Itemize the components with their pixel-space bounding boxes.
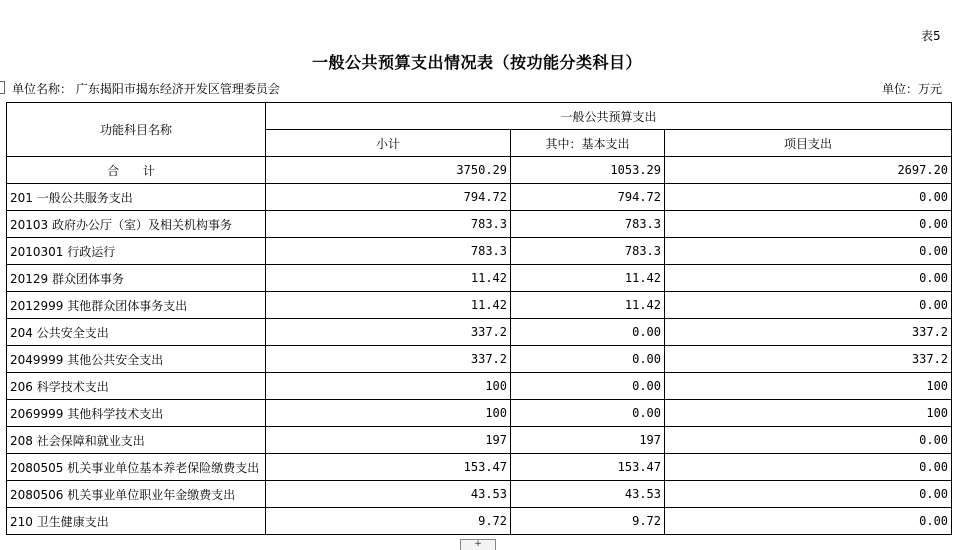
row-project-cell[interactable]: 100 xyxy=(665,400,952,427)
column-group-header: 一般公共预算支出 xyxy=(266,103,952,130)
row-project-cell[interactable]: 0.00 xyxy=(665,427,952,454)
table-row xyxy=(7,373,952,400)
row-basic-cell[interactable]: 0.00 xyxy=(511,373,665,400)
row-name-cell[interactable]: 2012999 其他群众团体事务支出 xyxy=(7,292,266,319)
budget-table xyxy=(6,102,952,535)
table-row xyxy=(7,346,952,373)
row-subtotal-cell[interactable]: 11.42 xyxy=(266,265,511,292)
column-header-function-name: 功能科目名称 xyxy=(7,103,266,157)
row-basic-cell[interactable]: 0.00 xyxy=(511,346,665,373)
row-header-marker[interactable] xyxy=(0,81,5,94)
row-subtotal-cell[interactable]: 9.72 xyxy=(266,508,511,535)
row-subtotal-cell[interactable]: 794.72 xyxy=(266,184,511,211)
column-header-subtotal: 小计 xyxy=(266,130,511,157)
row-project-cell[interactable]: 0.00 xyxy=(665,292,952,319)
row-subtotal-cell[interactable]: 783.3 xyxy=(266,211,511,238)
table-row xyxy=(7,292,952,319)
row-name-cell[interactable]: 2010301 行政运行 xyxy=(7,238,266,265)
total-row xyxy=(7,157,952,184)
row-subtotal-cell[interactable]: 337.2 xyxy=(266,346,511,373)
row-project-cell[interactable]: 0.00 xyxy=(665,184,952,211)
row-name-cell[interactable]: 210 卫生健康支出 xyxy=(7,508,266,535)
row-basic-cell[interactable]: 11.42 xyxy=(511,292,665,319)
row-basic-cell[interactable]: 9.72 xyxy=(511,508,665,535)
table-row xyxy=(7,211,952,238)
unit-name-label: 单位名称： 广东揭阳市揭东经济开发区管理委员会 xyxy=(12,82,280,96)
table-row xyxy=(7,400,952,427)
row-basic-cell[interactable]: 43.53 xyxy=(511,481,665,508)
row-name-cell[interactable]: 2080505 机关事业单位基本养老保险缴费支出 xyxy=(7,454,266,481)
row-subtotal-cell[interactable]: 100 xyxy=(266,400,511,427)
currency-unit-label: 单位：万元 xyxy=(882,82,943,96)
row-name-cell[interactable]: 2069999 其他科学技术支出 xyxy=(7,400,266,427)
table-row xyxy=(7,427,952,454)
total-basic[interactable]: 1053.29 xyxy=(511,157,665,184)
table-row xyxy=(7,265,952,292)
row-name-cell[interactable]: 206 科学技术支出 xyxy=(7,373,266,400)
row-subtotal-cell[interactable]: 783.3 xyxy=(266,238,511,265)
row-project-cell[interactable]: 337.2 xyxy=(665,319,952,346)
table-row xyxy=(7,481,952,508)
row-basic-cell[interactable]: 794.72 xyxy=(511,184,665,211)
total-label[interactable]: 合 计 xyxy=(7,157,266,184)
row-name-cell[interactable]: 20103 政府办公厅（室）及相关机构事务 xyxy=(7,211,266,238)
row-name-cell[interactable]: 204 公共安全支出 xyxy=(7,319,266,346)
row-subtotal-cell[interactable]: 337.2 xyxy=(266,319,511,346)
total-project[interactable]: 2697.20 xyxy=(665,157,952,184)
row-basic-cell[interactable]: 11.42 xyxy=(511,265,665,292)
scroll-hint-icon[interactable]: + xyxy=(460,539,496,550)
column-header-basic: 其中：基本支出 xyxy=(511,130,665,157)
row-project-cell[interactable]: 0.00 xyxy=(665,265,952,292)
table-row xyxy=(7,508,952,535)
page-title: 一般公共预算支出情况表（按功能分类科目） xyxy=(311,53,642,72)
table-row xyxy=(7,238,952,265)
row-basic-cell[interactable]: 783.3 xyxy=(511,238,665,265)
row-project-cell[interactable]: 0.00 xyxy=(665,481,952,508)
row-project-cell[interactable]: 0.00 xyxy=(665,211,952,238)
row-subtotal-cell[interactable]: 43.53 xyxy=(266,481,511,508)
row-project-cell[interactable]: 0.00 xyxy=(665,508,952,535)
row-project-cell[interactable]: 0.00 xyxy=(665,454,952,481)
row-basic-cell[interactable]: 197 xyxy=(511,427,665,454)
table-row xyxy=(7,454,952,481)
row-project-cell[interactable]: 0.00 xyxy=(665,238,952,265)
total-subtotal[interactable]: 3750.29 xyxy=(266,157,511,184)
row-project-cell[interactable]: 100 xyxy=(665,373,952,400)
row-project-cell[interactable]: 337.2 xyxy=(665,346,952,373)
row-name-cell[interactable]: 2049999 其他公共安全支出 xyxy=(7,346,266,373)
row-basic-cell[interactable]: 0.00 xyxy=(511,319,665,346)
row-name-cell[interactable]: 201 一般公共服务支出 xyxy=(7,184,266,211)
row-subtotal-cell[interactable]: 100 xyxy=(266,373,511,400)
row-subtotal-cell[interactable]: 153.47 xyxy=(266,454,511,481)
row-basic-cell[interactable]: 0.00 xyxy=(511,400,665,427)
table-row xyxy=(7,319,952,346)
row-name-cell[interactable]: 208 社会保障和就业支出 xyxy=(7,427,266,454)
row-basic-cell[interactable]: 153.47 xyxy=(511,454,665,481)
table-number: 表5 xyxy=(921,29,941,43)
table-row xyxy=(7,184,952,211)
row-name-cell[interactable]: 2080506 机关事业单位职业年金缴费支出 xyxy=(7,481,266,508)
row-subtotal-cell[interactable]: 197 xyxy=(266,427,511,454)
column-header-project: 项目支出 xyxy=(665,130,952,157)
row-subtotal-cell[interactable]: 11.42 xyxy=(266,292,511,319)
row-name-cell[interactable]: 20129 群众团体事务 xyxy=(7,265,266,292)
row-basic-cell[interactable]: 783.3 xyxy=(511,211,665,238)
